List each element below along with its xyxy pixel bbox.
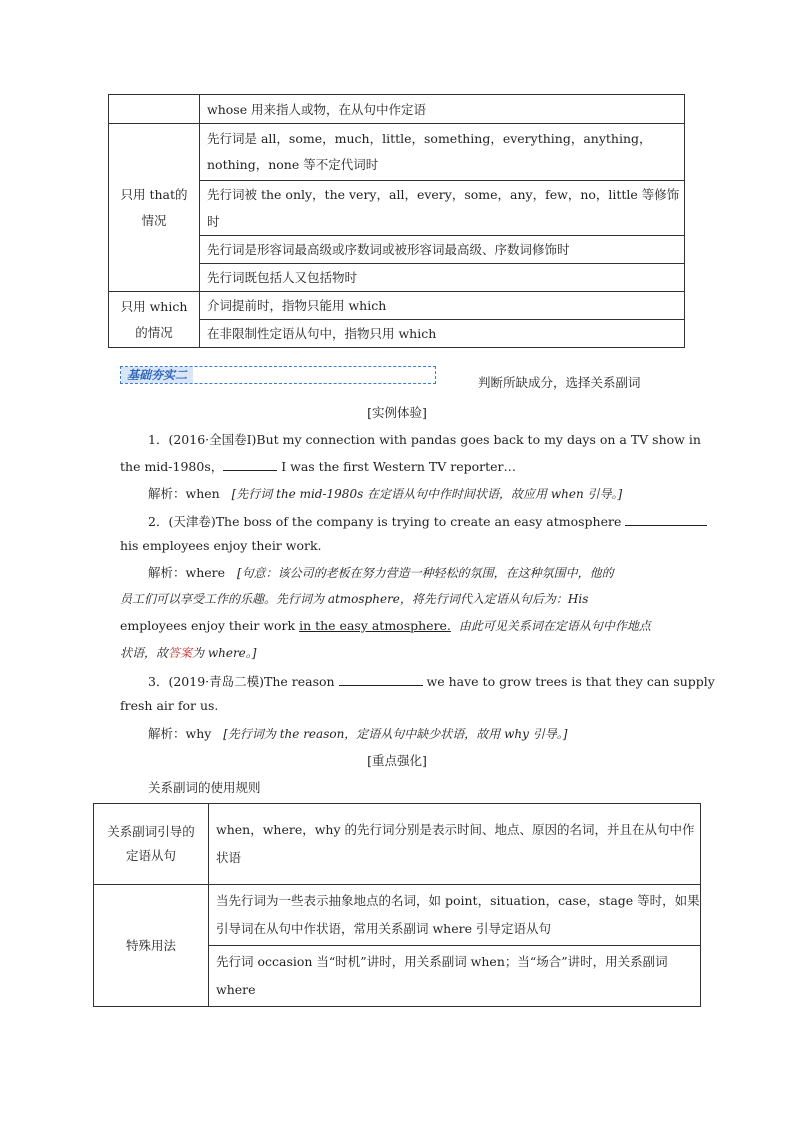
analysis-text: [句意：该公司的老板在努力营造一种轻松的氛围，在这种氛围中，他的 [236, 566, 614, 580]
question-3-analysis [148, 724, 567, 742]
banner-tag: 基础夯实二 [121, 367, 193, 383]
question-text: the mid-1980s， [120, 459, 224, 474]
underlined-phrase: in the easy atmosphere. [299, 618, 451, 633]
answer-blank [339, 673, 423, 686]
question-1-analysis [148, 484, 622, 502]
answer-blank [625, 513, 707, 526]
row-label-text: 只用 that的情况 [120, 186, 188, 228]
analysis-text: [先行词 the mid-1980s 在定语从句中作时间状语，故应用 when 引导。] [231, 487, 623, 501]
table-cell: 介词提前时，指物只能用 which [200, 292, 685, 320]
table-cell: 先行词既包括人又包括物时 [200, 264, 685, 292]
analysis-label: 解析：when [148, 486, 220, 501]
analysis-text: [先行词为 the reason，定语从句中缺少状语，故用 why 引导。] [223, 727, 568, 741]
question-1-line-2 [120, 457, 516, 475]
analysis-label: 解析：where [148, 565, 226, 580]
question-text: 2．(天津卷)The boss of the company is trying to create an easy atmosphere [148, 514, 622, 529]
row-label-relative-adverb [94, 804, 209, 885]
answer-blank [223, 458, 277, 471]
question-text: we have to grow trees is that they can supply [422, 674, 715, 689]
answer-keyword: 答案 [168, 646, 193, 660]
table-cell: 先行词是 all，some，much，little，something，everything，anything，nothing，none 等不定代词时 [200, 124, 685, 181]
table-relative-adverb-rules [93, 803, 701, 1007]
table-cell: 先行词被 the only，the very，all，every，some，any，few，no，little 等修饰时 [200, 181, 685, 236]
table-cell: 在非限制性定语从句中，指物只用 which [200, 320, 685, 348]
analysis-text: 为 where。] [192, 646, 257, 660]
question-text: 3．(2019·青岛二模)The reason [148, 674, 335, 689]
section-heading-key-points: [重点强化] [367, 753, 427, 768]
analysis-label: 解析：why [148, 726, 212, 741]
question-3-line-1 [148, 672, 715, 690]
row-label-text: 特殊用法 [125, 937, 176, 953]
analysis-text: 由此可见关系词在定语从句中作地点 [458, 619, 651, 633]
question-1-line-1: 1．(2016·全国卷Ⅰ)But my connection with pandas goes back to my days on a TV show in [148, 432, 701, 447]
table-relative-pronoun-rules [108, 94, 685, 348]
row-label-only-which [109, 292, 200, 348]
section-banner [120, 366, 436, 384]
analysis-text: employees enjoy their work [120, 618, 300, 633]
question-2-analysis-1 [148, 563, 614, 581]
question-2-line-1 [148, 512, 707, 530]
table-cell-empty [109, 95, 200, 124]
question-text: I was the first Western TV reporter… [277, 459, 517, 474]
question-2-analysis-2: 员工们可以享受工作的乐趣。先行词为 atmosphere，将先行词代入定语从句后为：His [120, 592, 589, 606]
table-cell: 先行词是形容词最高级或序数词或被形容词最高级、序数词修饰时 [200, 236, 685, 264]
table-cell: 先行词 occasion 当“时机”讲时，用关系副词 when；当“场合”讲时，用关系副词 where [209, 946, 701, 1007]
row-label-text: 关系副词引导的定语从句 [107, 824, 195, 863]
analysis-text: 状语，故 [120, 646, 169, 660]
rules-title: 关系副词的使用规则 [148, 780, 261, 795]
table-cell: 当先行词为一些表示抽象地点的名词，如 point，situation，case，stage 等时，如果引导词在从句中作状语，常用关系副词 where 引导定语从句 [209, 885, 701, 946]
question-2-analysis-4 [120, 644, 256, 661]
banner-instruction: 判断所缺成分，选择关系副词 [478, 375, 641, 390]
question-2-line-2: his employees enjoy their work. [120, 538, 322, 553]
section-heading-examples: [实例体验] [367, 405, 427, 420]
table-cell: when，where，why 的先行词分别是表示时间、地点、原因的名词，并且在从句中作状语 [209, 804, 701, 885]
question-3-line-2: fresh air for us. [120, 698, 219, 713]
row-label-only-that [109, 124, 200, 292]
table-cell: whose 用来指人或物，在从句中作定语 [200, 95, 685, 124]
row-label-text: 只用 which的情况 [120, 298, 188, 340]
row-label-special-usage [94, 885, 209, 1007]
question-2-analysis-3 [120, 617, 651, 634]
